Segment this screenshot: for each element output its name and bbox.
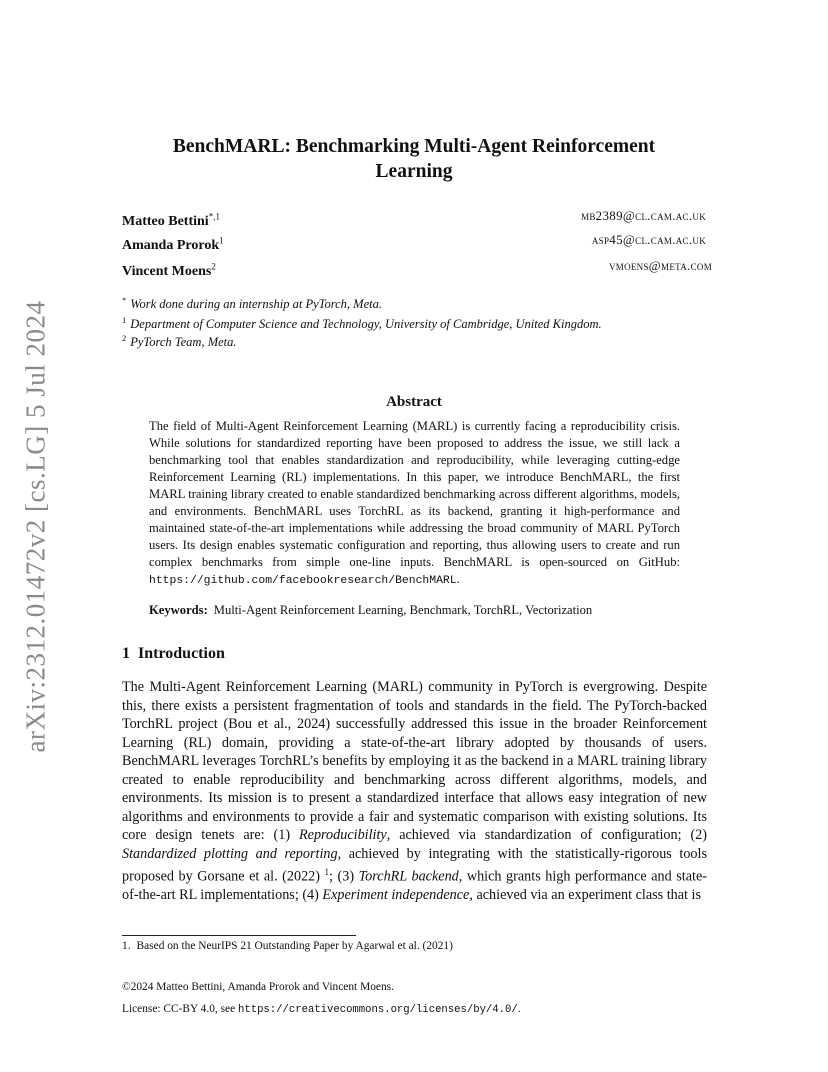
author-name: Matteo Bettini$^{*,1}$ [122,211,220,229]
author-email[interactable]: asp45@cl.cam.ac.uk [591,232,706,247]
paper-title [122,134,706,184]
license-notice: License: CC-BY 4.0, see https://creativecommons.org/licenses/by/4.0/. [122,1003,521,1016]
author-row [122,256,712,279]
emphasis-torchrl-backend: TorchRL backend [358,868,459,885]
paper-title-line-2: Learning [375,161,453,182]
author-name: Vincent Moens$^2$ [122,261,216,279]
arxiv-identifier-text: arXiv:2312.01472v2 [cs.LG] 5 Jul 2024 [20,300,51,752]
section-title: Introduction [138,645,225,662]
author-superscript: 1 [219,235,224,245]
author-row [122,206,706,229]
footnote [122,938,722,954]
author-row [122,230,706,253]
abstract-heading: Abstract [386,394,442,410]
footnote-text: Based on the NeurIPS 21 Outstanding Paper by Agarwal et al. (2021) [136,940,453,952]
license-link[interactable]: https://creativecommons.org/licenses/by/4.0/ [238,1004,518,1016]
footnote-divider [122,935,356,936]
keywords-text: Multi-Agent Reinforcement Learning, Benchmark, TorchRL, Vectorization [213,603,593,617]
section-number: 1 [122,645,130,662]
affiliation-note: $^2$ PyTorch Team, Meta. [122,333,237,350]
introduction-paragraph: The Multi-Agent Reinforcement Learning (MARL) community in PyTorch is evergrowing. Despite this, there exists a persistent fragmentation of tools and standards in the field. The PyTorch-backed TorchRL project (Bou et al., 2024) successfully addressed this issue in the broader Reinforcement Learning (RL) domain, providing a state-of-the-art library adopted by thousands of users. BenchMARL leverages TorchRL’s benefits by employing it as the backend in a MARL training library created to enable reproducibility and benchmarking across different algorithms, models, and environments. Its mission is to present a standardized interface that allows easy integration of new algorithms and environments to provide a fair and systematic comparison with existing solutions. Its core design tenets are: (1) Reproducibility, achieved via standardization of configuration; (2) Standardized plotting and reporting, achieved by integrating with the statistically-rigorous tools proposed by Gorsane et al. (2022) $^1$; (3) TorchRL backend, which grants high performance and state-of-the-art RL implementations; (4) Experiment independence, achieved via an experiment class that is [122,679,707,904]
affiliation-mark: 1 [122,315,127,325]
footnote-number: 1. [122,940,131,952]
copyright-notice: ©2024 Matteo Bettini, Amanda Prorok and Vincent Moens. [122,981,394,993]
author-email[interactable]: mb2389@cl.cam.ac.uk [581,208,706,223]
paper-title-line-1: BenchMARL: Benchmarking Multi-Agent Reinforcement [172,136,656,157]
affiliation-mark: * [122,295,127,305]
emphasis-experiment-independence: Experiment independence [322,887,470,904]
author-superscript: *,1 [208,211,220,221]
abstract-body: The field of Multi-Agent Reinforcement Learning (MARL) is currently facing a reproducibility crisis. While solutions for standardized reporting have been proposed to address the issue, we still lack a benchmarking tool that enables standardization and reproducibility, while leveraging cutting-edge Reinforcement Learning (RL) implementations. In this paper, we introduce BenchMARL, the first MARL training library created to enable standardized benchmarking across different algorithms, models, and environments. BenchMARL uses TorchRL as its backend, granting it high-performance and maintained state-of-the-art implementations while addressing the broad community of MARL PyTorch users. Its design enables systematic configuration and reporting, thus allowing users to create and run complex benchmarks from simple one-line inputs. BenchMARL is open-sourced on GitHub: https://github.com/facebookresearch/BenchMARL. [149,419,680,587]
section-heading [122,645,225,663]
keywords-line [149,602,709,619]
author-name: Amanda Prorok$^1$ [122,235,224,253]
affiliation-note: * Work done during an internship at PyTorch, Meta. [122,295,382,312]
affiliation-note: $^1$ Department of Computer Science and Technology, University of Cambridge, United Kingdom. [122,315,602,332]
abstract-text: The field of Multi-Agent Reinforcement Learning (MARL) is currently facing a reproducibility crisis. While solutions for standardized reporting have been proposed to address the issue, we still lack a benchmarking tool that enables standardization and reproducibility, while leveraging cutting-edge Reinforcement Learning (RL) implementations. In this paper, we introduce BenchMARL, the first MARL training library created to enable standardized benchmarking across different algorithms, models, and environments. BenchMARL uses TorchRL as its backend, granting it high-performance and maintained state-of-the-art implementations while addressing the broad community of MARL PyTorch users. Its design enables systematic configuration and reporting, thus allowing users to create and run complex benchmarks from simple one-line inputs. BenchMARL is open-sourced on GitHub: [149,419,680,569]
keywords-label: Keywords: [149,603,208,617]
affiliation-mark: 2 [122,333,127,343]
arxiv-identifier-stamp [16,300,56,752]
emphasis-standardized-plotting: Standardized plotting and reporting [122,845,338,862]
footnote-reference[interactable]: 1 [324,867,330,877]
author-superscript: 2 [211,261,216,271]
author-email[interactable]: vmoens@meta.com [608,258,712,273]
github-link[interactable]: https://github.com/facebookresearch/BenchMARL [149,575,457,587]
emphasis-reproducibility: Reproducibility [299,827,387,843]
